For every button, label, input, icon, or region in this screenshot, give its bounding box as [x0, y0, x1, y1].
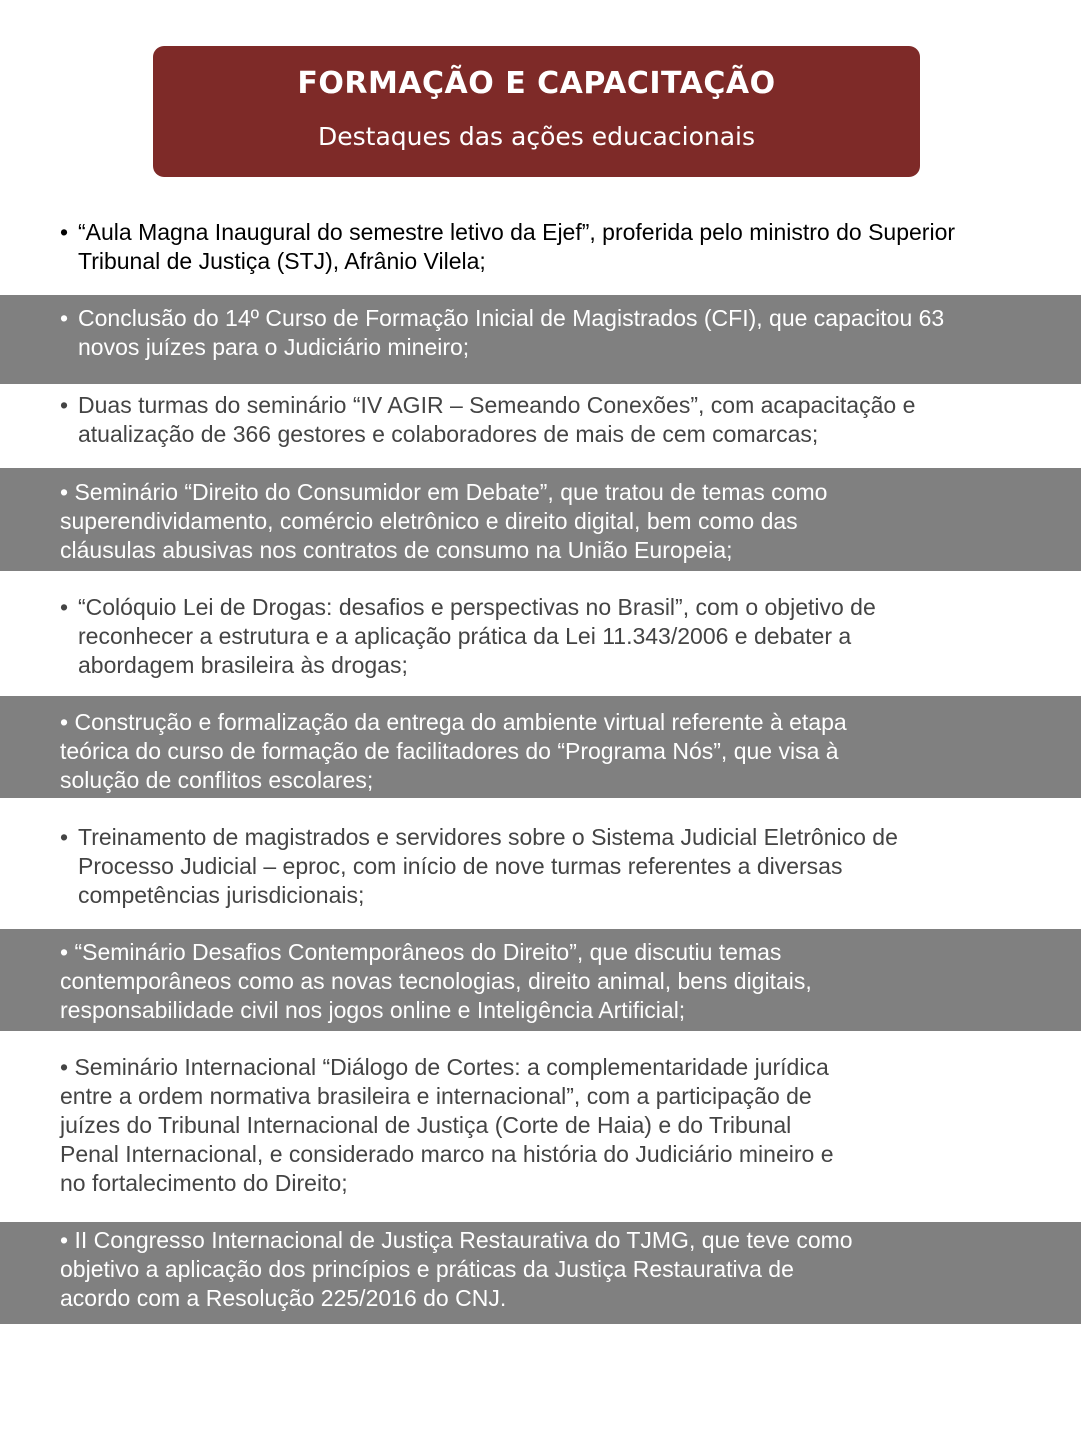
list-item-line: objetivo a aplicação dos princípios e práticas da Justiça Restaurativa de — [60, 1256, 794, 1282]
list-item — [60, 938, 812, 1025]
list-item-line: • Seminário Internacional “Diálogo de Cortes: a complementaridade jurídica — [60, 1054, 829, 1080]
list-item-line: Penal Internacional, e considerado marco na história do Judiciário mineiro e — [60, 1141, 834, 1167]
bullet-icon: • — [60, 479, 69, 505]
list-item-line: responsabilidade civil nos jogos online e Inteligência Artificial; — [60, 997, 686, 1023]
list-item-line: • “Seminário Desafios Contemporâneos do Direito”, que discutiu temas — [60, 939, 782, 965]
list-item — [60, 823, 898, 910]
list-item-line: “Aula Magna Inaugural do semestre letivo da Ejef”, proferida pelo ministro do Superior — [78, 219, 956, 245]
list-item-line: solução de conflitos escolares; — [60, 767, 374, 793]
list-item-line: entre a ordem normativa brasileira e internacional”, com a participação de — [60, 1083, 812, 1109]
list-item — [60, 478, 827, 565]
bullet-icon: • — [60, 939, 69, 965]
list-item-line: • Construção e formalização da entrega do ambiente virtual referente à etapa — [60, 709, 847, 735]
list-item-line: no fortalecimento do Direito; — [60, 1170, 348, 1196]
page-subtitle: Destaques das ações educacionais — [318, 122, 755, 151]
list-item-line: cláusulas abusivas nos contratos de consumo na União Europeia; — [60, 537, 733, 563]
list-item — [60, 708, 847, 795]
bullet-icon: • — [60, 219, 69, 245]
list-item — [60, 391, 915, 449]
list-item — [60, 1053, 834, 1198]
bullet-icon: • — [60, 1227, 69, 1253]
list-item-line: Processo Judicial – eproc, com início de nove turmas referentes a diversas — [78, 853, 843, 879]
list-item-line: “Colóquio Lei de Drogas: desafios e perspectivas no Brasil”, com o objetivo de — [78, 594, 876, 620]
list-item-line: teórica do curso de formação de facilitadores do “Programa Nós”, que visa à — [60, 738, 839, 764]
bullet-icon: • — [60, 305, 69, 331]
list-item-line: superendividamento, comércio eletrônico e direito digital, bem como das — [60, 508, 798, 534]
bullet-icon: • — [60, 594, 69, 620]
list-item — [60, 1226, 853, 1313]
list-item — [60, 218, 955, 276]
list-item-line: • Seminário “Direito do Consumidor em Debate”, que tratou de temas como — [60, 479, 828, 505]
list-item-line: Duas turmas do seminário “IV AGIR – Semeando Conexões”, com acapacitação e — [78, 392, 916, 418]
list-item-line: novos juízes para o Judiciário mineiro; — [78, 334, 470, 360]
bullet-icon: • — [60, 392, 69, 418]
list-item-line: competências jurisdicionais; — [78, 882, 365, 908]
list-item-line: Treinamento de magistrados e servidores sobre o Sistema Judicial Eletrônico de — [78, 824, 898, 850]
page-title: FORMAÇÃO E CAPACITAÇÃO — [297, 66, 776, 101]
bullet-icon: • — [60, 824, 69, 850]
list-item-line: juízes do Tribunal Internacional de Justiça (Corte de Haia) e do Tribunal — [60, 1112, 792, 1138]
list-item-line: abordagem brasileira às drogas; — [78, 652, 408, 678]
list-item-line: reconhecer a estrutura e a aplicação prática da Lei 11.343/2006 e debater a — [78, 623, 852, 649]
bullet-icon: • — [60, 709, 69, 735]
list-item-line: atualização de 366 gestores e colaboradores de mais de cem comarcas; — [78, 421, 819, 447]
list-item-line: Conclusão do 14º Curso de Formação Inicial de Magistrados (CFI), que capacitou 63 — [78, 305, 945, 331]
list-item-line: acordo com a Resolução 225/2016 do CNJ. — [60, 1285, 507, 1311]
list-item-line: Tribunal de Justiça (STJ), Afrânio Vilela; — [78, 248, 486, 274]
list-item-line: • II Congresso Internacional de Justiça Restaurativa do TJMG, que teve como — [60, 1227, 853, 1253]
list-item-line: contemporâneos como as novas tecnologias, direito animal, bens digitais, — [60, 968, 812, 994]
section-header — [153, 46, 920, 177]
bullet-icon: • — [60, 1054, 69, 1080]
list-item — [60, 593, 876, 680]
list-item — [60, 304, 944, 362]
